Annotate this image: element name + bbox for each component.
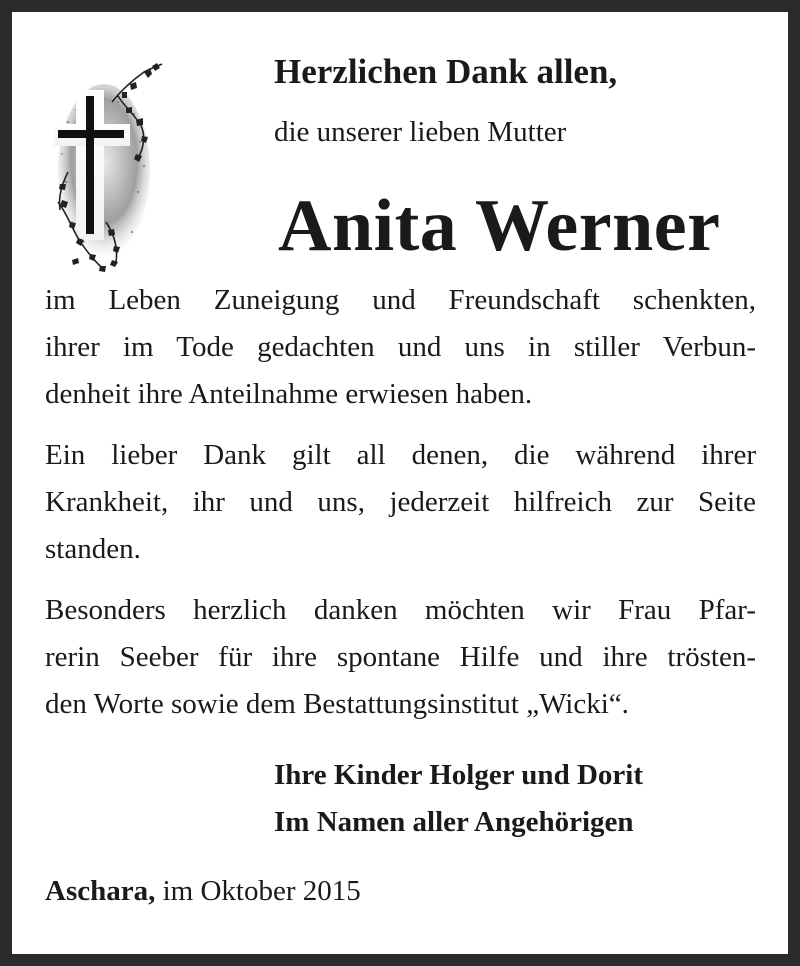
deceased-name: Anita Werner [278, 185, 721, 267]
heading: Herzlichen Dank allen, [274, 52, 618, 91]
place-date [45, 868, 361, 915]
paragraph-1-line-2: ihrer im Tode gedachten und uns in stiller Verbun- [45, 331, 756, 363]
paragraph-2 [45, 432, 756, 573]
paragraph-3-line-1: Besonders herzlich danken möchten wir Frau Pfar- [45, 594, 756, 626]
signature-line-2: Im Namen aller Angehörigen [274, 806, 634, 838]
subheading: die unserer lieben Mutter [274, 116, 567, 148]
cross-emblem [48, 62, 168, 274]
paragraph-3-line-3: den Worte sowie dem Bestattungsinstitut „Wicki“. [45, 688, 629, 720]
paragraph-1-line-1: im Leben Zuneigung und Freundschaft schenkten, [45, 284, 756, 316]
paragraph-2-line-1: Ein lieber Dank gilt all denen, die während ihrer [45, 439, 756, 471]
paragraph-2-line-2: Krankheit, ihr und uns, jederzeit hilfreich zur Seite [45, 486, 756, 518]
paragraph-1 [45, 277, 756, 418]
signature [274, 752, 643, 846]
place: Aschara, [45, 875, 156, 907]
paragraph-2-line-3: standen. [45, 533, 141, 565]
signature-line-1: Ihre Kinder Holger und Dorit [274, 759, 643, 791]
cross-horizontal-beam [58, 130, 124, 138]
cross-vertical-beam [86, 96, 94, 234]
paragraph-1-line-3: denheit ihre Anteilnahme erwiesen haben. [45, 378, 533, 410]
paragraph-3-line-2: rerin Seeber für ihre spontane Hilfe und ihre trösten- [45, 641, 756, 673]
date: im Oktober 2015 [162, 875, 361, 907]
cross-with-ivy-icon [48, 62, 168, 274]
paragraph-3 [45, 587, 756, 728]
